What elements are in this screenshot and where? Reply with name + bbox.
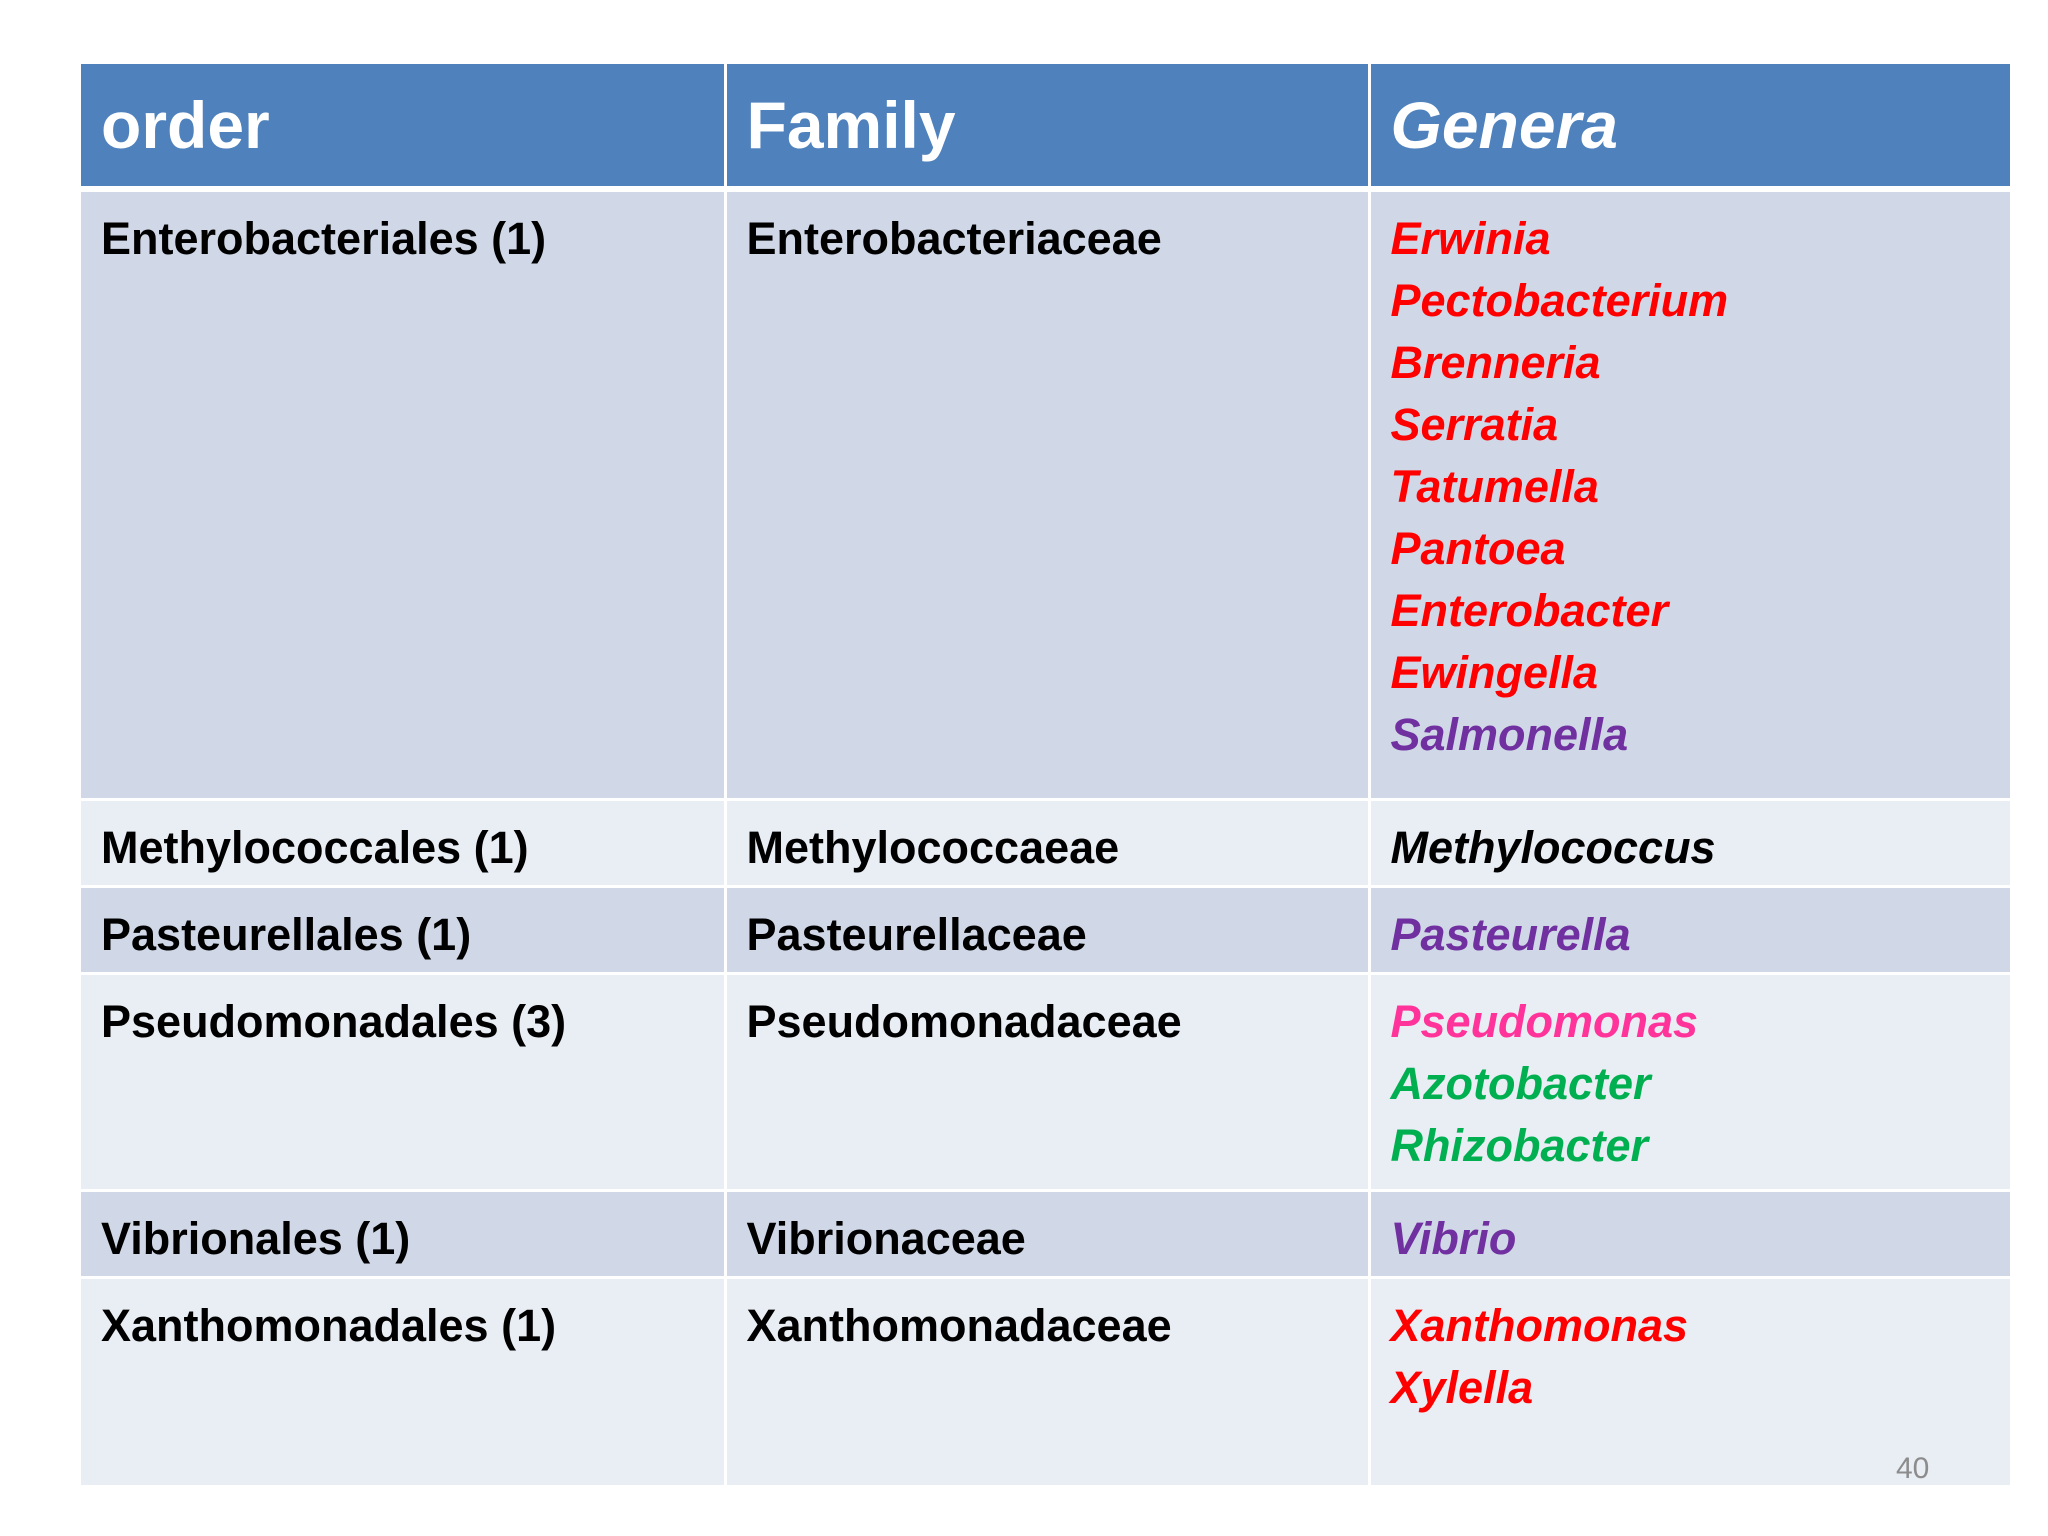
table-header-row [81, 64, 2010, 189]
genus-name: Vibrio [1390, 1213, 1517, 1264]
order-cell: Methylococcales (1) [81, 800, 725, 887]
family-cell: Methylococcaeae [725, 800, 1369, 887]
table-row [81, 800, 2010, 887]
genus-name: Tatumella [1390, 461, 1599, 512]
page-number: 40 [1896, 1452, 1930, 1485]
table-row [81, 887, 2010, 974]
table-row [81, 1191, 2010, 1278]
family-cell: Vibrionaceae [725, 1191, 1369, 1278]
genus-name: Brenneria [1390, 337, 1601, 388]
order-cell: Pseudomonadales (3) [81, 974, 725, 1191]
genera-cell [1369, 1191, 2010, 1278]
order-cell: Enterobacteriales (1) [81, 189, 725, 800]
genus-name: Xylella [1390, 1362, 1534, 1413]
genera-cell [1369, 189, 2010, 800]
genus-name: Serratia [1390, 399, 1559, 450]
genera-cell [1369, 800, 2010, 887]
genera-cell [1369, 974, 2010, 1191]
order-cell: Xanthomonadales (1) [81, 1278, 725, 1487]
header-family: Family [725, 64, 1369, 189]
genus-name: Rhizobacter [1390, 1120, 1649, 1171]
genus-name: Azotobacter [1390, 1058, 1651, 1109]
family-cell: Pasteurellaceae [725, 887, 1369, 974]
family-cell: Enterobacteriaceae [725, 189, 1369, 800]
table-row [81, 974, 2010, 1191]
genus-name: Enterobacter [1390, 585, 1669, 636]
family-cell: Xanthomonadaceae [725, 1278, 1369, 1487]
header-order: order [81, 64, 725, 189]
genus-name: Pasteurella [1390, 909, 1631, 960]
family-cell: Pseudomonadaceae [725, 974, 1369, 1191]
order-cell: Pasteurellales (1) [81, 887, 725, 974]
genus-name: Salmonella [1390, 709, 1629, 760]
genus-name: Ewingella [1390, 647, 1599, 698]
genera-cell [1369, 887, 2010, 974]
header-genera: Genera [1369, 64, 2010, 189]
genus-name: Xanthomonas [1390, 1300, 1689, 1351]
genus-name: Methylococcus [1390, 822, 1716, 873]
genus-name: Pantoea [1390, 523, 1566, 574]
genus-name: Pseudomonas [1390, 996, 1699, 1047]
table-row [81, 1278, 2010, 1487]
table-row [81, 189, 2010, 800]
order-cell: Vibrionales (1) [81, 1191, 725, 1278]
taxonomy-table [81, 64, 2010, 1488]
genus-name: Erwinia [1390, 213, 1551, 264]
genus-name: Pectobacterium [1390, 275, 1729, 326]
